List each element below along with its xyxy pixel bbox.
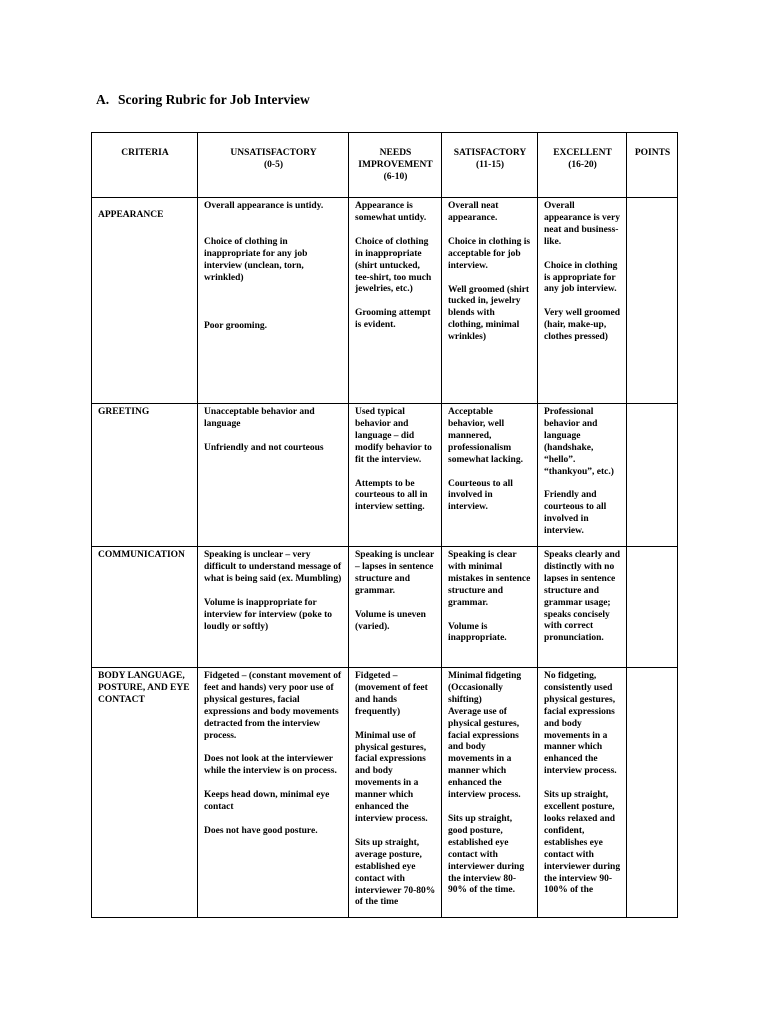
excellent-cell: No fidgeting, consistently used physical gestures, facial expressions and body movements in a manner which enhanced the interview process. Sits up straight, excellent posture, looks relaxed and confident, establishes eye contact with interviewer during the interview 90-100% of the bbox=[538, 668, 627, 918]
header-criteria: CRITERIA bbox=[92, 133, 198, 198]
rubric-table bbox=[91, 132, 678, 918]
needs-improvement-cell: Fidgeted – (movement of feet and hands frequently) Minimal use of physical gestures, facial expressions and body movements in a manner which enhanced the interview process. Sits up straight, average posture, established eye contact with interviewer 70-80% of the time bbox=[349, 668, 442, 918]
section-title: Scoring Rubric for Job Interview bbox=[118, 92, 310, 107]
excellent-cell: Speaks clearly and distinctly with no lapses in sentence structure and grammar usage; speaks concisely with correct pronunciation. bbox=[538, 547, 627, 668]
table-row bbox=[92, 198, 678, 404]
document-heading bbox=[96, 92, 310, 108]
satisfactory-cell: Speaking is clear with minimal mistakes in sentence structure and grammar. Volume is inappropriate. bbox=[442, 547, 538, 668]
unsatisfactory-cell: Unacceptable behavior and language Unfriendly and not courteous bbox=[198, 404, 349, 547]
criteria-cell: APPEARANCE bbox=[92, 198, 198, 404]
satisfactory-cell: Minimal fidgeting (Occasionally shifting) Average use of physical gestures, facial expressions and body movements in a manner which enhanced the interview process. Sits up straight, good posture, established eye contact with interviewer during the interview 80-90% of the time. bbox=[442, 668, 538, 918]
criteria-cell: BODY LANGUAGE, POSTURE, AND EYE CONTACT bbox=[92, 668, 198, 918]
header-unsatisfactory: UNSATISFACTORY (0-5) bbox=[198, 133, 349, 198]
header-row bbox=[92, 133, 678, 198]
section-letter: A. bbox=[96, 92, 110, 107]
satisfactory-cell: Acceptable behavior, well mannered, professionalism somewhat lacking. Courteous to all involved in interview. bbox=[442, 404, 538, 547]
unsatisfactory-cell: Fidgeted – (constant movement of feet and hands) very poor use of physical gestures, facial expressions and body movements detracted from the interview process. Does not look at the interviewer while the interview is on process. Keeps head down, minimal eye contact Does not have good posture. bbox=[198, 668, 349, 918]
points-cell bbox=[627, 404, 678, 547]
needs-improvement-cell: Used typical behavior and language – did modify behavior to fit the interview. Attempts to be courteous to all in interview setting. bbox=[349, 404, 442, 547]
criteria-cell: GREETING bbox=[92, 404, 198, 547]
needs-improvement-cell: Appearance is somewhat untidy. Choice of clothing in inappropriate (shirt untucked, tee-shirt, too much jewelries, etc.) Grooming attempt is evident. bbox=[349, 198, 442, 404]
points-cell bbox=[627, 198, 678, 404]
header-needs-improvement: NEEDS IMPROVEMENT (6-10) bbox=[349, 133, 442, 198]
excellent-cell: Overall appearance is very neat and business-like. Choice in clothing is appropriate for any job interview. Very well groomed (hair, make-up, clothes pressed) bbox=[538, 198, 627, 404]
table-row bbox=[92, 668, 678, 918]
unsatisfactory-cell: Overall appearance is untidy. Choice of clothing in inappropriate for any job interview (unclean, torn, wrinkled) Poor grooming. bbox=[198, 198, 349, 404]
table-row bbox=[92, 547, 678, 668]
header-excellent: EXCELLENT (16-20) bbox=[538, 133, 627, 198]
excellent-cell: Professional behavior and language (handshake, “hello”. “thankyou”, etc.) Friendly and courteous to all involved in interview. bbox=[538, 404, 627, 547]
table-row bbox=[92, 404, 678, 547]
satisfactory-cell: Overall neat appearance. Choice in clothing is acceptable for job interview. Well groomed (shirt tucked in, jewelry blends with clothing, minimal wrinkles) bbox=[442, 198, 538, 404]
points-cell bbox=[627, 547, 678, 668]
needs-improvement-cell: Speaking is unclear – lapses in sentence structure and grammar. Volume is uneven (varied). bbox=[349, 547, 442, 668]
unsatisfactory-cell: Speaking is unclear – very difficult to understand message of what is being said (ex. Mumbling) Volume is inappropriate for interview for interview (poke to loudly or softly) bbox=[198, 547, 349, 668]
header-satisfactory: SATISFACTORY (11-15) bbox=[442, 133, 538, 198]
points-cell bbox=[627, 668, 678, 918]
criteria-cell: COMMUNICATION bbox=[92, 547, 198, 668]
header-points: POINTS bbox=[627, 133, 678, 198]
